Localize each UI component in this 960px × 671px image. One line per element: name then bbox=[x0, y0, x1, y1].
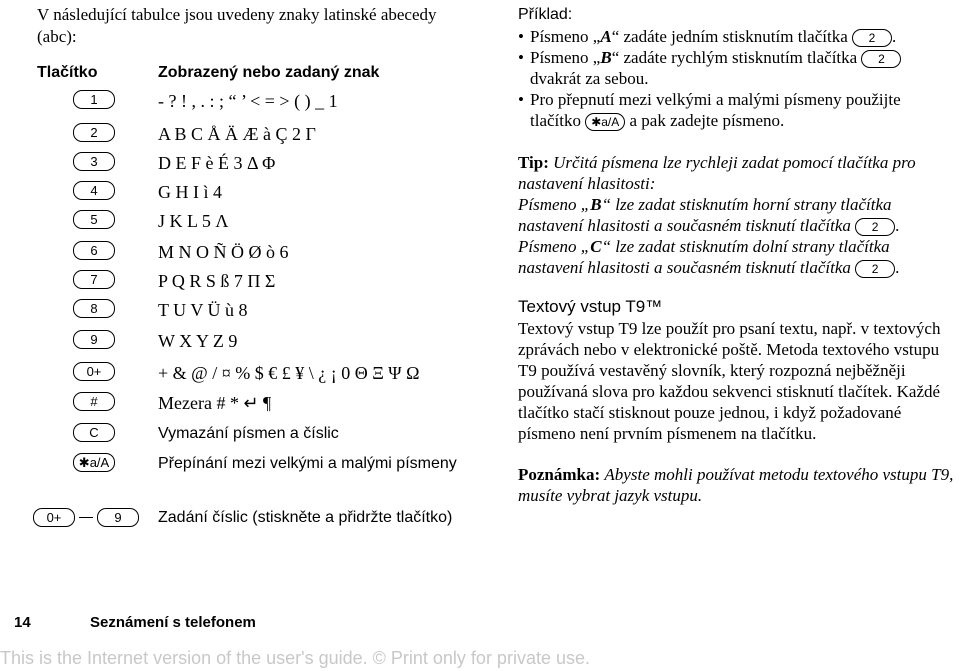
key-2-icon: 2 bbox=[861, 50, 901, 68]
key-13-icon: ✱a/A bbox=[73, 453, 115, 472]
key-9-icon: 9 bbox=[73, 330, 115, 349]
key-5-icon: 5 bbox=[73, 210, 115, 229]
key-2-icon: 2 bbox=[73, 123, 115, 142]
key-9-icon: 9 bbox=[97, 508, 139, 527]
row-characters: - ? ! , . : ; “ ’ < = > ( ) _ 1 bbox=[158, 91, 338, 111]
key-11-icon: # bbox=[73, 392, 115, 411]
row-characters: Mezera # * ↵ ¶ bbox=[158, 393, 272, 413]
t9-body: Textový vstup T9 lze použít pro psaní textu, např. v textových zprávách nebo v elektronické poště. Metoda textového vstupu T9 používá vestavěný slovník, který rozpozná nejběžněji používaná slova pro každou sekvenci stisknutí tlačítek. Každé tlačítko stačí stisknout pouze jednou, i když požadované písmeno není prvním písmenem na tlačítku. bbox=[518, 319, 941, 444]
row-characters: P Q R S ß 7 Π Σ bbox=[158, 271, 276, 291]
key-3-icon: 3 bbox=[73, 152, 115, 171]
row-characters: A B C Å Ä Æ à Ç 2 Γ bbox=[158, 124, 316, 144]
row-characters: W X Y Z 9 bbox=[158, 331, 238, 351]
key-6-icon: 6 bbox=[73, 241, 115, 260]
key-10-icon: 0+ bbox=[73, 362, 115, 381]
row-characters: Vymazání písmen a číslic bbox=[158, 425, 339, 442]
note-label: Poznámka: bbox=[518, 465, 601, 485]
row-characters: Přepínání mezi velkými a malými písmeny bbox=[158, 455, 457, 472]
section-title: Seznámení s telefonem bbox=[90, 614, 256, 631]
row-characters: + & @ / ¤ % $ € £ ¥ \ ¿ ¡ 0 Θ Ξ Ψ Ω bbox=[158, 363, 420, 383]
t9-title: Textový vstup T9™ bbox=[518, 297, 663, 317]
tip-label: Tip: bbox=[518, 153, 549, 173]
row-characters: J K L 5 Λ bbox=[158, 211, 229, 231]
right-column bbox=[518, 4, 954, 506]
key-1-icon: 1 bbox=[73, 90, 115, 109]
range-description: Zadání číslic (stiskněte a přidržte tlačítko) bbox=[158, 509, 453, 526]
row-characters: M N O Ñ Ö Ø ò 6 bbox=[158, 242, 289, 262]
example-title: Příklad: bbox=[518, 6, 573, 23]
key-4-icon: 4 bbox=[73, 181, 115, 200]
range-keys bbox=[33, 508, 139, 527]
key-2-icon: 2 bbox=[855, 218, 895, 236]
row-characters: D E F è É 3 Δ Φ bbox=[158, 153, 276, 173]
note-block bbox=[518, 464, 954, 506]
page-number: 14 bbox=[14, 614, 31, 631]
key-12-icon: C bbox=[73, 423, 115, 442]
key-2-icon: 2 bbox=[852, 29, 892, 47]
key-2-icon: 2 bbox=[855, 260, 895, 278]
list-item: • Písmeno „A“ zadáte jedním stisknutím tlačítka 2 . bbox=[530, 26, 954, 47]
key-star-icon: ✱a/A bbox=[585, 113, 625, 131]
key-0-icon: 0+ bbox=[33, 508, 75, 527]
range-dash bbox=[79, 517, 93, 518]
list-item: • Písmeno „B“ zadáte rychlým stisknutím tlačítka 2 dvakrát za sebou. bbox=[530, 47, 954, 89]
key-7-icon: 7 bbox=[73, 270, 115, 289]
list-item: • Pro přepnutí mezi velkými a malými písmeny použijte tlačítko ✱a/A a pak zadejte písmeno. bbox=[530, 89, 954, 131]
example-list bbox=[518, 26, 954, 131]
row-characters: G H I ì 4 bbox=[158, 182, 222, 202]
tip-block: Tip: Určitá písmena lze rychleji zadat pomocí tlačítka pro nastavení hlasitosti: Písmeno „B“ lze zadat stisknutím horní strany tlačítka nastavení hlasitosti a současném tisknutí tlačítka 2 . Písmeno „C“ lze zadat stisknutím dolní strany tlačítka nastavení hlasitosti a současném tisknutí tlačítka 2 . bbox=[518, 153, 916, 278]
intro-text: V následující tabulce jsou uvedeny znaky latinské abecedy (abc): bbox=[37, 5, 437, 46]
row-characters: T U V Ü ù 8 bbox=[158, 300, 248, 320]
key-8-icon: 8 bbox=[73, 299, 115, 318]
note-text: Abyste mohli používat metodu textového vstupu T9, musíte vybrat jazyk vstupu. bbox=[518, 465, 954, 506]
tip-text: Určitá písmena lze rychleji zadat pomocí tlačítka pro nastavení hlasitosti: bbox=[518, 153, 916, 194]
watermark: This is the Internet version of the user's guide. © Print only for private use. bbox=[0, 648, 590, 668]
table-header-key: Tlačítko bbox=[37, 64, 98, 81]
table-header-display: Zobrazený nebo zadaný znak bbox=[158, 64, 380, 81]
